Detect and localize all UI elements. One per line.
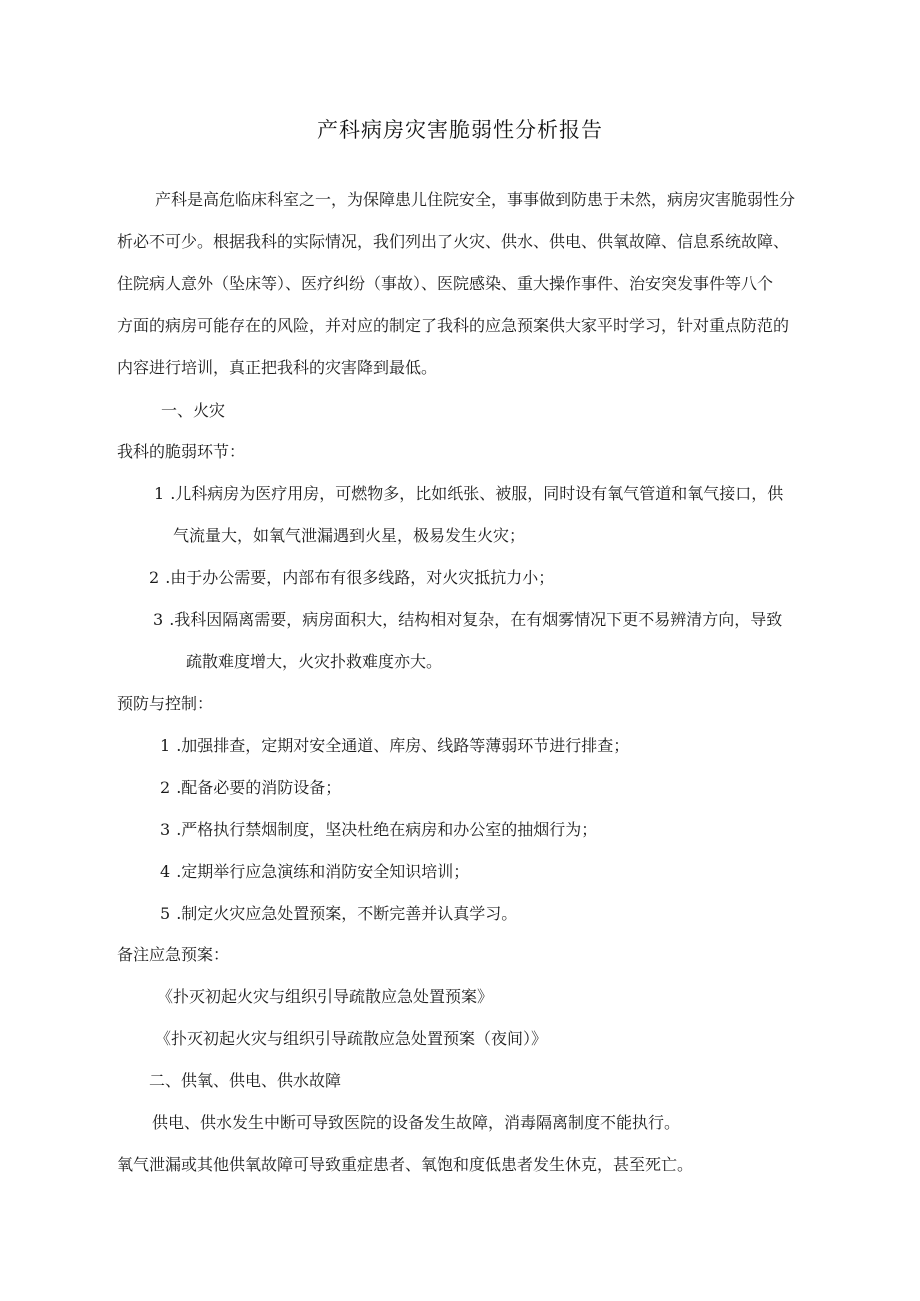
prevent-item-5-num: 5 [160, 904, 171, 923]
weak-item-3-continuation: 疏散难度增大，火灾扑救难度亦大。 [186, 652, 443, 671]
prevent-item-3-text: .严格执行禁烟制度，坚决杜绝在病房和办公室的抽烟行为； [176, 820, 598, 839]
prevent-label: 预防与控制： [117, 694, 214, 713]
plan-1: 《扑灭初起火灾与组织引导疏散应急处置预案》 [157, 987, 494, 1006]
intro-line-4: 方面的病房可能存在的风险，并对应的制定了我科的应急预案供大家平时学习，针对重点防范的 [117, 316, 790, 335]
prevent-item-3 [160, 819, 597, 841]
prevent-item-2-text: .配备必要的消防设备； [176, 778, 342, 797]
weak-item-1-num: 1 [154, 484, 165, 503]
plan-2: 《扑灭初起火灾与组织引导疏散应急处置预案（夜间）》 [155, 1029, 548, 1048]
weak-item-2-num: 2 [149, 568, 160, 587]
section2-line-2: 氧气泄漏或其他供氧故障可导致重症患者、氧饱和度低患者发生休克，甚至死亡。 [117, 1155, 694, 1174]
weak-label: 我科的脆弱环节： [117, 442, 246, 461]
prevent-item-4-num: 4 [160, 862, 171, 881]
document-title: 产科病房灾害脆弱性分析报告 [317, 118, 603, 142]
prevent-item-5 [160, 903, 517, 925]
prevent-item-4 [160, 861, 469, 883]
prevent-item-1 [160, 735, 629, 757]
intro-line-5: 内容进行培训，真正把我科的灾害降到最低。 [117, 358, 438, 377]
intro-line-3: 住院病人意外（坠床等）、医疗纠纷（事故）、医院感染、重大操作事件、治安突发事件等八个 [117, 274, 774, 293]
section1-heading: 一、火灾 [161, 401, 226, 420]
section2-heading: 二、供氧、供电、供水故障 [149, 1071, 342, 1090]
prevent-item-2 [160, 777, 341, 799]
weak-item-3-num: 3 [153, 610, 164, 629]
weak-item-3-text: .我科因隔离需要，病房面积大，结构相对复杂，在有烟雾情况下更不易辨清方向，导致 [169, 610, 783, 629]
weak-item-1-continuation: 气流量大，如氧气泄漏遇到火星，极易发生火灾； [173, 526, 526, 545]
intro-line-2: 析必不可少。根据我科的实际情况，我们列出了火灾、供水、供电、供氧故障、信息系统故障、 [117, 232, 790, 251]
prevent-item-2-num: 2 [160, 778, 171, 797]
weak-item-3 [153, 609, 782, 631]
prevent-item-4-text: .定期举行应急演练和消防安全知识培训； [176, 862, 470, 881]
weak-item-2 [149, 567, 554, 589]
prevent-item-1-text: .加强排查，定期对安全通道、库房、线路等薄弱环节进行排查； [176, 736, 630, 755]
section2-line-1: 供电、供水发生中断可导致医院的设备发生故障，消毒隔离制度不能执行。 [152, 1113, 681, 1132]
prevent-item-3-num: 3 [160, 820, 171, 839]
weak-item-1-text: .儿科病房为医疗用房，可燃物多，比如纸张、被服，同时设有氧气管道和氧气接口，供 [170, 484, 784, 503]
weak-item-1 [154, 483, 783, 505]
note-label: 备注应急预案： [117, 945, 230, 964]
prevent-item-1-num: 1 [160, 736, 171, 755]
weak-item-2-text: .由于办公需要，内部布有很多线路，对火灾抵抗力小； [165, 568, 555, 587]
prevent-item-5-text: .制定火灾应急处置预案，不断完善并认真学习。 [176, 904, 518, 923]
intro-line-1: 产科是高危临床科室之一，为保障患儿住院安全，事事做到防患于未然，病房灾害脆弱性分 [155, 190, 796, 209]
